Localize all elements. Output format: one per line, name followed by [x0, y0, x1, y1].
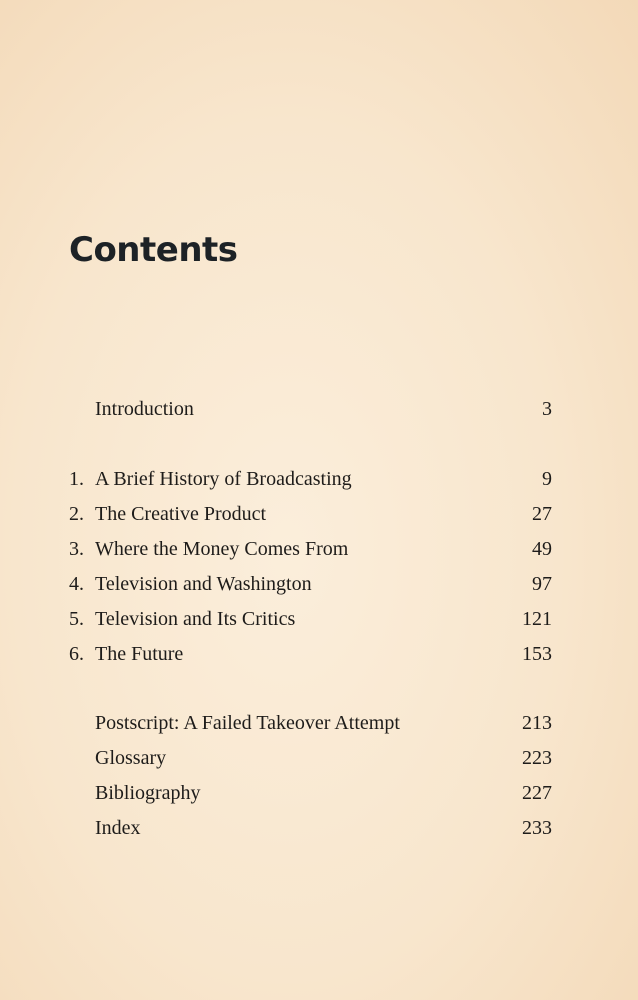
toc-chapter-4 — [0, 569, 638, 599]
chapter-number: 1. — [69, 468, 84, 490]
toc-chapter-5 — [0, 604, 638, 634]
toc-chapter-2 — [0, 499, 638, 529]
toc-entry-page: 213 — [522, 712, 552, 734]
chapter-title: The Creative Product — [95, 503, 267, 525]
toc-entry-page: 3 — [542, 398, 552, 420]
toc-entry-index — [0, 813, 638, 843]
chapter-page: 97 — [532, 573, 552, 595]
chapter-number: 2. — [69, 503, 84, 525]
toc-entry-label: Index — [95, 817, 141, 839]
chapter-number: 6. — [69, 643, 84, 665]
toc-entry-label: Glossary — [95, 747, 167, 769]
toc-entry-introduction — [0, 394, 638, 424]
toc-entry-label: Introduction — [95, 398, 194, 420]
toc-entry-postscript — [0, 708, 638, 738]
chapter-page: 27 — [532, 503, 552, 525]
toc-chapter-6 — [0, 639, 638, 669]
page-title: Contents — [69, 230, 238, 270]
chapter-page: 121 — [522, 608, 552, 630]
toc-entry-page: 223 — [522, 747, 552, 769]
toc-entry-glossary — [0, 743, 638, 773]
toc-entry-page: 233 — [522, 817, 552, 839]
toc-chapter-3 — [0, 534, 638, 564]
toc-entry-label: Bibliography — [95, 782, 201, 804]
chapter-title: The Future — [95, 643, 184, 665]
chapter-title: Television and Washington — [95, 573, 312, 595]
chapter-page: 9 — [542, 468, 552, 490]
chapter-number: 4. — [69, 573, 84, 595]
chapter-title: Television and Its Critics — [95, 608, 296, 630]
chapter-page: 153 — [522, 643, 552, 665]
chapter-number: 3. — [69, 538, 84, 560]
chapter-title: A Brief History of Broadcasting — [95, 468, 352, 490]
toc-entry-page: 227 — [522, 782, 552, 804]
toc-entry-bibliography — [0, 778, 638, 808]
toc-entry-label: Postscript: A Failed Takeover Attempt — [95, 712, 400, 734]
chapter-number: 5. — [69, 608, 84, 630]
chapter-page: 49 — [532, 538, 552, 560]
toc-chapter-1 — [0, 464, 638, 494]
chapter-title: Where the Money Comes From — [95, 538, 349, 560]
